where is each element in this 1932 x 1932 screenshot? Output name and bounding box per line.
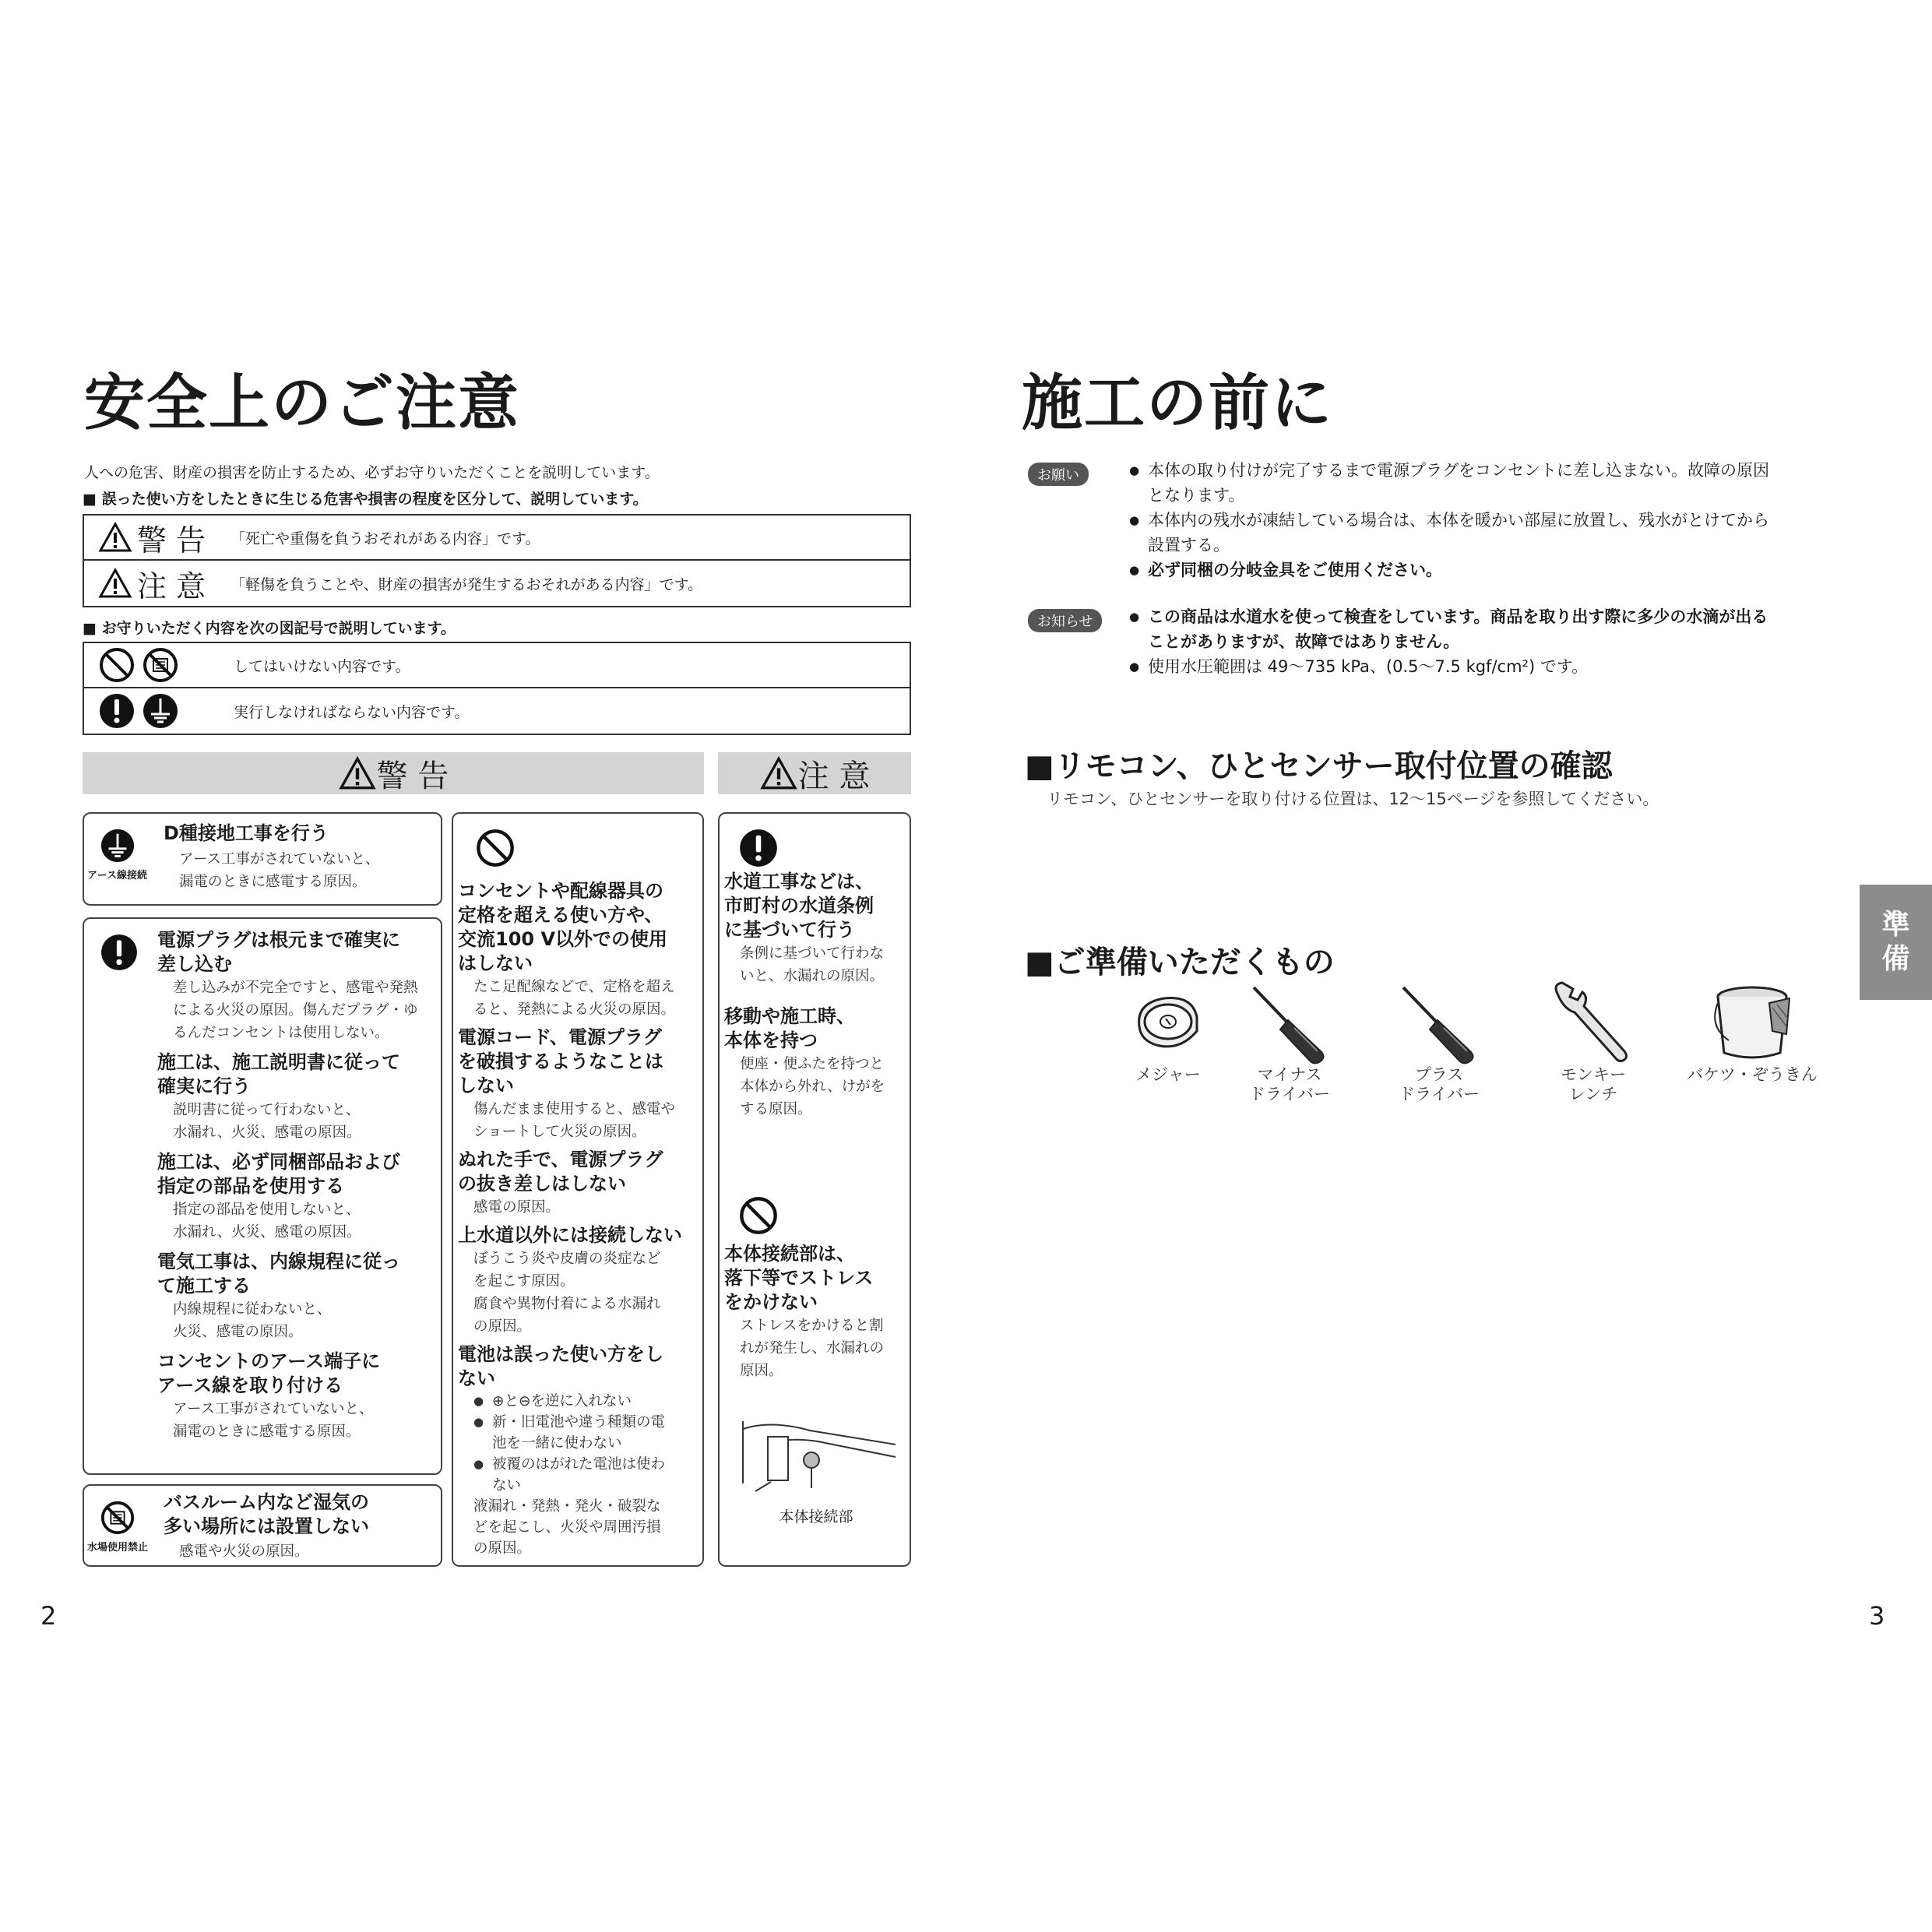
notice-item: ● この商品は水道水を使って検査をしています。商品を取り出す際に多少の水滴が出る ことがありますが、故障ではありません。	[1129, 604, 1838, 654]
severity-table	[83, 514, 911, 607]
item-heading: 電源プラグは根元まで確実に 差し込む	[157, 929, 400, 975]
battery-tail: 液漏れ・発熱・発火・破裂な どを起こし、火災や周囲汚損 の原因。	[473, 1498, 661, 1557]
item-heading: 上水道以外には接続しない	[458, 1224, 682, 1246]
warning-triangle-icon	[98, 568, 132, 599]
item-body: 内線規程に従わないと、 火災、感電の原因。	[173, 1301, 332, 1340]
caution-band-label: 注 意	[797, 758, 871, 794]
severity-desc-warning: 「死亡や重傷を負うおそれがある内容」です。	[231, 530, 540, 547]
prohibit-icon	[98, 646, 135, 684]
item-body: アース工事がされていないと、 漏電のときに感電する原因。	[173, 1401, 374, 1440]
item-body: ストレスをかけると割 れが発生し、水漏れの 原因。	[740, 1318, 885, 1379]
intro-severity: ■ 誤った使い方をしたときに生じる危害や損害の程度を区分して、説明しています。	[83, 491, 648, 508]
item-body: 指定の部品を使用しないと、 水漏れ、火災、感電の原因。	[173, 1202, 361, 1240]
earth-ground-icon	[142, 692, 179, 730]
section-preparation: ■ご準備いただくもの	[1025, 945, 1335, 980]
tool-item	[1227, 980, 1352, 1104]
battery-bullet: ● 新・旧電池や違う種類の電 池を一緒に使わない	[473, 1412, 702, 1454]
item-body: ぼうこう炎や皮膚の炎症など を起こす原因。 腐食や異物付着による水漏れ の原因。	[473, 1251, 661, 1335]
item-heading: 水道工事などは、 市町村の水道条例 に基づいて行う	[724, 871, 874, 941]
earth-box	[83, 812, 442, 906]
mandatory-box	[83, 917, 442, 1475]
tool-item	[1531, 980, 1656, 1104]
notice-list	[1129, 604, 1838, 679]
bath-heading: バスルーム内など湿気の 多い場所には設置しない	[164, 1491, 369, 1537]
item-body: 感電の原因。	[473, 1199, 561, 1216]
prohibit-item	[458, 1026, 702, 1143]
prohibit-box	[452, 812, 704, 1567]
page-title-before-install: 施工の前に	[1022, 368, 1334, 438]
intro-text: 人への危害、財産の損害を防止するため、必ずお守りいただくことを説明しています。	[84, 464, 660, 481]
symbol-row-prohibit	[84, 643, 910, 688]
bucket-icon	[1705, 980, 1799, 1065]
item-heading: 施工は、必ず同梱部品および 指定の部品を使用する	[157, 1151, 400, 1197]
request-item: ● 本体内の残水が凍結している場合は、本体を暖かい部屋に放置し、残水がとけてから 設置する。	[1129, 508, 1838, 558]
item-heading: 施工は、施工説明書に従って 確実に行う	[157, 1051, 400, 1097]
tool-item	[1377, 980, 1501, 1104]
severity-desc-caution: 「軽傷を負うことや、財産の損害が発生するおそれがある内容」です。	[231, 575, 703, 593]
flat-screwdriver-icon	[1243, 980, 1336, 1065]
figure-caption: 本体接続部	[779, 1508, 853, 1526]
tape-measure-icon	[1125, 980, 1211, 1065]
mandatory-item	[157, 1050, 442, 1144]
section-tab-label: 準 備	[1881, 909, 1910, 975]
tool-label: プラス ドライバー	[1399, 1065, 1480, 1103]
item-body: たこ足配線などで、定格を超え ると、発熱による火災の原因。	[473, 979, 676, 1018]
severity-label-caution: 注 意	[137, 568, 206, 604]
bath-body: 感電や火災の原因。	[179, 1543, 309, 1560]
item-body: 傷んだまま使用すると、感電や ショートして火災の原因。	[473, 1101, 676, 1140]
battery-bullet: ● 被覆のはがれた電池は使わ ない	[473, 1454, 702, 1496]
mandatory-icon	[738, 828, 779, 868]
no-water-area-icon	[142, 646, 179, 684]
battery-list	[473, 1391, 702, 1496]
symbol-desc-prohibit: してはいけない内容です。	[234, 657, 410, 675]
prohibit-icon	[475, 828, 516, 868]
symbol-table	[83, 642, 911, 735]
request-item: ● 必ず同梱の分岐金具をご使用ください。	[1129, 558, 1838, 582]
prohibit-list	[458, 879, 702, 1559]
connection-part-figure	[740, 1413, 896, 1507]
notice-badge: お知らせ	[1028, 609, 1102, 632]
request-item: ● 本体の取り付けが完了するまで電源プラグをコンセントに差し込まない。故障の原因 となります。	[1129, 458, 1838, 508]
earth-icon-label: アース線接続	[87, 870, 147, 882]
caution-box	[718, 812, 911, 1567]
item-body: 説明書に従って行わないと、 水漏れ、火災、感電の原因。	[173, 1102, 361, 1141]
warning-triangle-icon	[98, 522, 132, 553]
wrench-icon	[1547, 980, 1640, 1065]
prohibit-item	[458, 1223, 702, 1338]
caution-mandatory-list	[724, 870, 911, 1121]
severity-label-warning: 警 告	[137, 523, 206, 558]
request-list	[1129, 458, 1838, 582]
intro-symbols: ■ お守りいただく内容を次の図記号で説明しています。	[83, 620, 456, 637]
section-tab-preparation[interactable]	[1860, 885, 1932, 1000]
caution-prohibit-item	[724, 1242, 911, 1382]
caution-band	[718, 752, 911, 794]
caution-item	[724, 1005, 911, 1121]
tool-label: マイナス ドライバー	[1249, 1065, 1330, 1103]
section-remote-position: ■リモコン、ひとセンサー取付位置の確認	[1025, 748, 1613, 784]
earth-ground-icon	[100, 828, 135, 864]
mandatory-item	[157, 1150, 442, 1244]
tool-label: メジャー	[1135, 1065, 1201, 1084]
no-water-area-icon	[100, 1500, 135, 1536]
severity-row-warning	[84, 516, 910, 561]
warning-band	[83, 752, 704, 794]
mandatory-item	[157, 1250, 442, 1343]
item-heading: コンセントや配線器具の 定格を超える使い方や、 交流100 V以外での使用 はしない	[458, 880, 668, 974]
bath-icon-label: 水場使用禁止	[87, 1542, 149, 1554]
item-heading: コンセントのアース端子に アース線を取り付ける	[157, 1350, 381, 1396]
bathroom-box	[83, 1484, 442, 1567]
notice-item: ● 使用水圧範囲は 49〜735 kPa、(0.5〜7.5 kgf/cm²) です。	[1129, 654, 1838, 679]
item-heading: 電源コード、電源プラグ を破損するようなことは しない	[458, 1026, 663, 1096]
caution-item	[724, 870, 911, 987]
tool-item	[1106, 980, 1230, 1085]
tool-item	[1682, 980, 1822, 1085]
page-number-left: 2	[40, 1601, 57, 1631]
battery-item	[458, 1343, 702, 1559]
item-body: 便座・便ふたを持つと 本体から外れ、けがを する原因。	[740, 1056, 885, 1117]
page-number-right: 3	[1869, 1601, 1885, 1631]
tool-label: バケツ・ぞうきん	[1687, 1065, 1818, 1084]
request-badge: お願い	[1028, 463, 1089, 486]
item-heading: 電池は誤った使い方をし ない	[458, 1343, 663, 1389]
warning-triangle-icon	[338, 756, 377, 790]
warning-triangle-icon	[759, 756, 798, 790]
earth-body: アース工事がされていないと、 漏電のときに感電する原因。	[179, 851, 380, 890]
phillips-screwdriver-icon	[1392, 980, 1486, 1065]
page-title-safety: 安全上のご注意	[84, 368, 521, 438]
item-body: 差し込みが不完全ですと、感電や発熱 による火災の原因。傷んだプラグ・ゆ るんだコンセントは使用しない。	[173, 980, 418, 1041]
symbol-desc-mandatory: 実行しなければならない内容です。	[234, 703, 470, 721]
earth-heading: D種接地工事を行う	[164, 822, 329, 844]
battery-bullet: ● ⊕と⊖を逆に入れない	[473, 1391, 702, 1412]
item-heading: 移動や施工時、 本体を持つ	[724, 1005, 855, 1051]
warning-band-label: 警 告	[376, 758, 449, 794]
prohibit-item	[458, 1148, 702, 1219]
severity-row-caution	[84, 561, 910, 606]
item-body: 条例に基づいて行わな いと、水漏れの原因。	[740, 945, 885, 984]
mandatory-icon	[98, 692, 135, 730]
mandatory-icon	[100, 933, 139, 972]
prohibit-item	[458, 879, 702, 1021]
mandatory-list	[157, 928, 442, 1443]
item-heading: 本体接続部は、 落下等でストレス をかけない	[724, 1243, 874, 1313]
mandatory-item	[157, 1350, 442, 1443]
mandatory-item	[157, 928, 442, 1044]
section-remote-text: リモコン、ひとセンサーを取り付ける位置は、12〜15ページを参照してください。	[1047, 790, 1659, 808]
tool-label: モンキー レンチ	[1561, 1065, 1626, 1103]
item-heading: 電気工事は、内線規程に従っ て施工する	[157, 1251, 400, 1297]
prohibit-icon	[738, 1195, 779, 1236]
item-heading: ぬれた手で、電源プラグ の抜き差しはしない	[458, 1149, 663, 1195]
symbol-row-mandatory	[84, 688, 910, 734]
